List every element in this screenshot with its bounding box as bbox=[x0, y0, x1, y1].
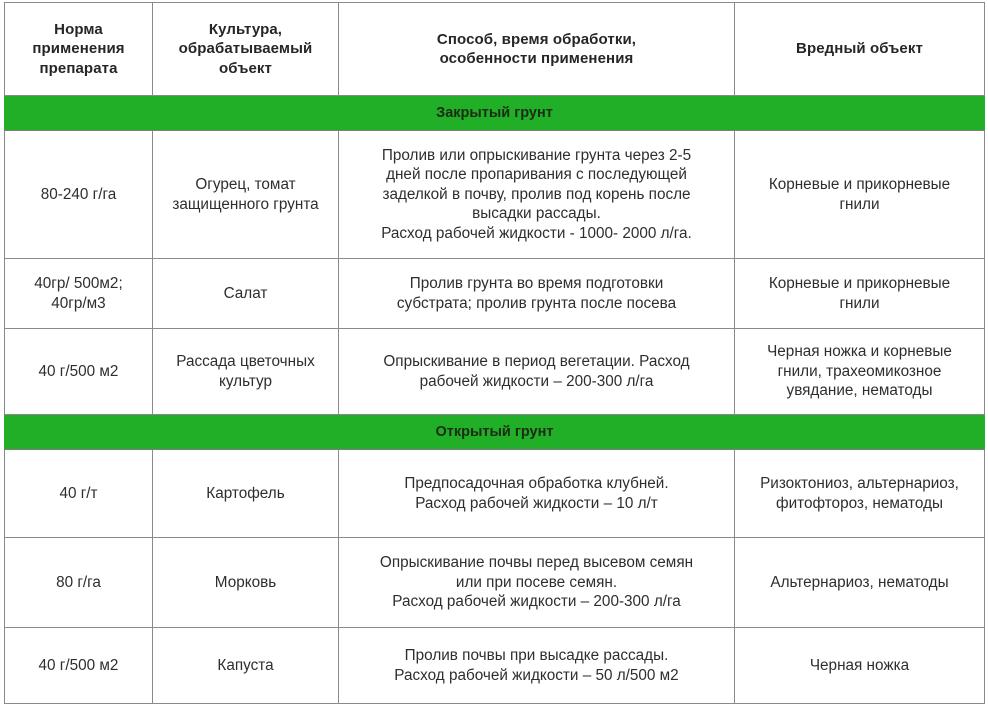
cell-line: Расход рабочей жидкости – 10 л/т bbox=[415, 494, 658, 512]
header-line: Норма bbox=[54, 21, 103, 39]
cell-method bbox=[339, 329, 735, 415]
cell-line: 40гр/м3 bbox=[51, 294, 106, 312]
table-row bbox=[5, 131, 985, 259]
table-row bbox=[5, 538, 985, 628]
cell-line: Пролив грунта во время подготовки bbox=[409, 275, 664, 293]
table-body bbox=[5, 96, 985, 704]
cell-crop bbox=[153, 259, 339, 329]
section-header-row-open bbox=[5, 415, 985, 450]
header-line: особенности применения bbox=[439, 50, 634, 67]
header-line: препарата bbox=[39, 59, 118, 77]
cell-norm bbox=[5, 259, 153, 329]
cell-line: гнили bbox=[839, 294, 880, 312]
table-row bbox=[5, 450, 985, 538]
table-row bbox=[5, 329, 985, 415]
cell-norm: 40 г/500 м2 bbox=[5, 628, 153, 704]
cell-pest bbox=[735, 538, 985, 628]
cell-line: гнили bbox=[839, 195, 880, 213]
cell-line: Черная ножка bbox=[809, 656, 910, 674]
cell-line: заделкой в почву, пролив под корень после bbox=[382, 185, 691, 203]
cell-line: Пролив почвы при высадке рассады. bbox=[404, 647, 669, 665]
header-row bbox=[5, 3, 985, 96]
cell-pest bbox=[735, 628, 985, 704]
cell-method bbox=[339, 259, 735, 329]
cell-line: Предпосадочная обработка клубней. bbox=[404, 475, 669, 493]
cell-line: Морковь bbox=[214, 573, 277, 591]
cell-crop bbox=[153, 329, 339, 415]
cell-crop bbox=[153, 450, 339, 538]
header-line: Вредный объект bbox=[796, 40, 923, 58]
cell-line: дней после пропаривания с последующей bbox=[386, 166, 687, 184]
cell-line: Огурец, томат bbox=[195, 176, 296, 194]
cell-line: Опрыскивание почвы перед высевом семян bbox=[379, 554, 694, 572]
header-line: Культура, bbox=[208, 21, 283, 39]
header-line: применения bbox=[32, 40, 125, 58]
table-row bbox=[5, 259, 985, 329]
cell-line: Расход рабочей жидкости - 1000- 2000 л/га. bbox=[381, 224, 692, 242]
section-title: Открытый грунт bbox=[5, 415, 985, 450]
header-line: Способ, время обработки, bbox=[436, 30, 637, 48]
column-header-norm bbox=[5, 3, 153, 96]
cell-line: Альтернариоз, нематоды bbox=[770, 573, 949, 591]
column-header-crop bbox=[153, 3, 339, 96]
cell-line: высадки рассады. bbox=[472, 205, 601, 223]
cell-pest bbox=[735, 259, 985, 329]
cell-method bbox=[339, 538, 735, 628]
header-line: обрабатываемый bbox=[178, 40, 313, 58]
cell-line: гнили, трахеомикозное bbox=[777, 362, 942, 380]
cell-line: культур bbox=[218, 372, 273, 390]
cell-crop bbox=[153, 131, 339, 259]
cell-line: субстрата; пролив грунта после посева bbox=[396, 294, 677, 312]
cell-crop bbox=[153, 628, 339, 704]
cell-line: 40гр/ 500м2; bbox=[34, 275, 123, 293]
cell-line: Расход рабочей жидкости – 200-300 л/га bbox=[392, 593, 681, 611]
cell-line: Картофель bbox=[206, 484, 285, 502]
cell-line: Капуста bbox=[217, 656, 274, 674]
cell-norm: 40 г/т bbox=[5, 450, 153, 538]
cell-line: фитофтороз, нематоды bbox=[776, 494, 943, 512]
column-header-method bbox=[339, 3, 735, 96]
section-title: Закрытый грунт bbox=[5, 96, 985, 131]
cell-method bbox=[339, 131, 735, 259]
cell-pest bbox=[735, 329, 985, 415]
cell-crop bbox=[153, 538, 339, 628]
cell-method bbox=[339, 628, 735, 704]
header-line: объект bbox=[219, 59, 272, 77]
cell-line: Пролив или опрыскивание грунта через 2-5 bbox=[381, 146, 692, 164]
cell-line: рабочей жидкости – 200-300 л/га bbox=[419, 372, 654, 390]
cell-line: Опрыскивание в период вегетации. Расход bbox=[383, 353, 690, 371]
section-header-row-protected bbox=[5, 96, 985, 131]
table-header bbox=[5, 3, 985, 96]
table-row bbox=[5, 628, 985, 704]
cell-line: Корневые и прикорневые bbox=[768, 275, 951, 293]
column-header-pest bbox=[735, 3, 985, 96]
cell-line: увядание, нематоды bbox=[786, 382, 933, 400]
cell-line: или при посеве семян. bbox=[455, 573, 618, 591]
cell-line: Рассада цветочных bbox=[176, 353, 315, 371]
cell-line: Салат bbox=[223, 284, 268, 302]
cell-line: Расход рабочей жидкости – 50 л/500 м2 bbox=[394, 666, 679, 684]
cell-pest bbox=[735, 450, 985, 538]
cell-pest bbox=[735, 131, 985, 259]
cell-norm: 80 г/га bbox=[5, 538, 153, 628]
cell-norm: 80-240 г/га bbox=[5, 131, 153, 259]
cell-method bbox=[339, 450, 735, 538]
application-rates-table bbox=[4, 2, 985, 704]
cell-line: Корневые и прикорневые bbox=[768, 176, 951, 194]
cell-norm: 40 г/500 м2 bbox=[5, 329, 153, 415]
cell-line: защищенного грунта bbox=[172, 195, 319, 213]
cell-line: Черная ножка и корневые bbox=[767, 343, 952, 361]
cell-line: Ризоктониоз, альтернариоз, bbox=[760, 475, 959, 493]
